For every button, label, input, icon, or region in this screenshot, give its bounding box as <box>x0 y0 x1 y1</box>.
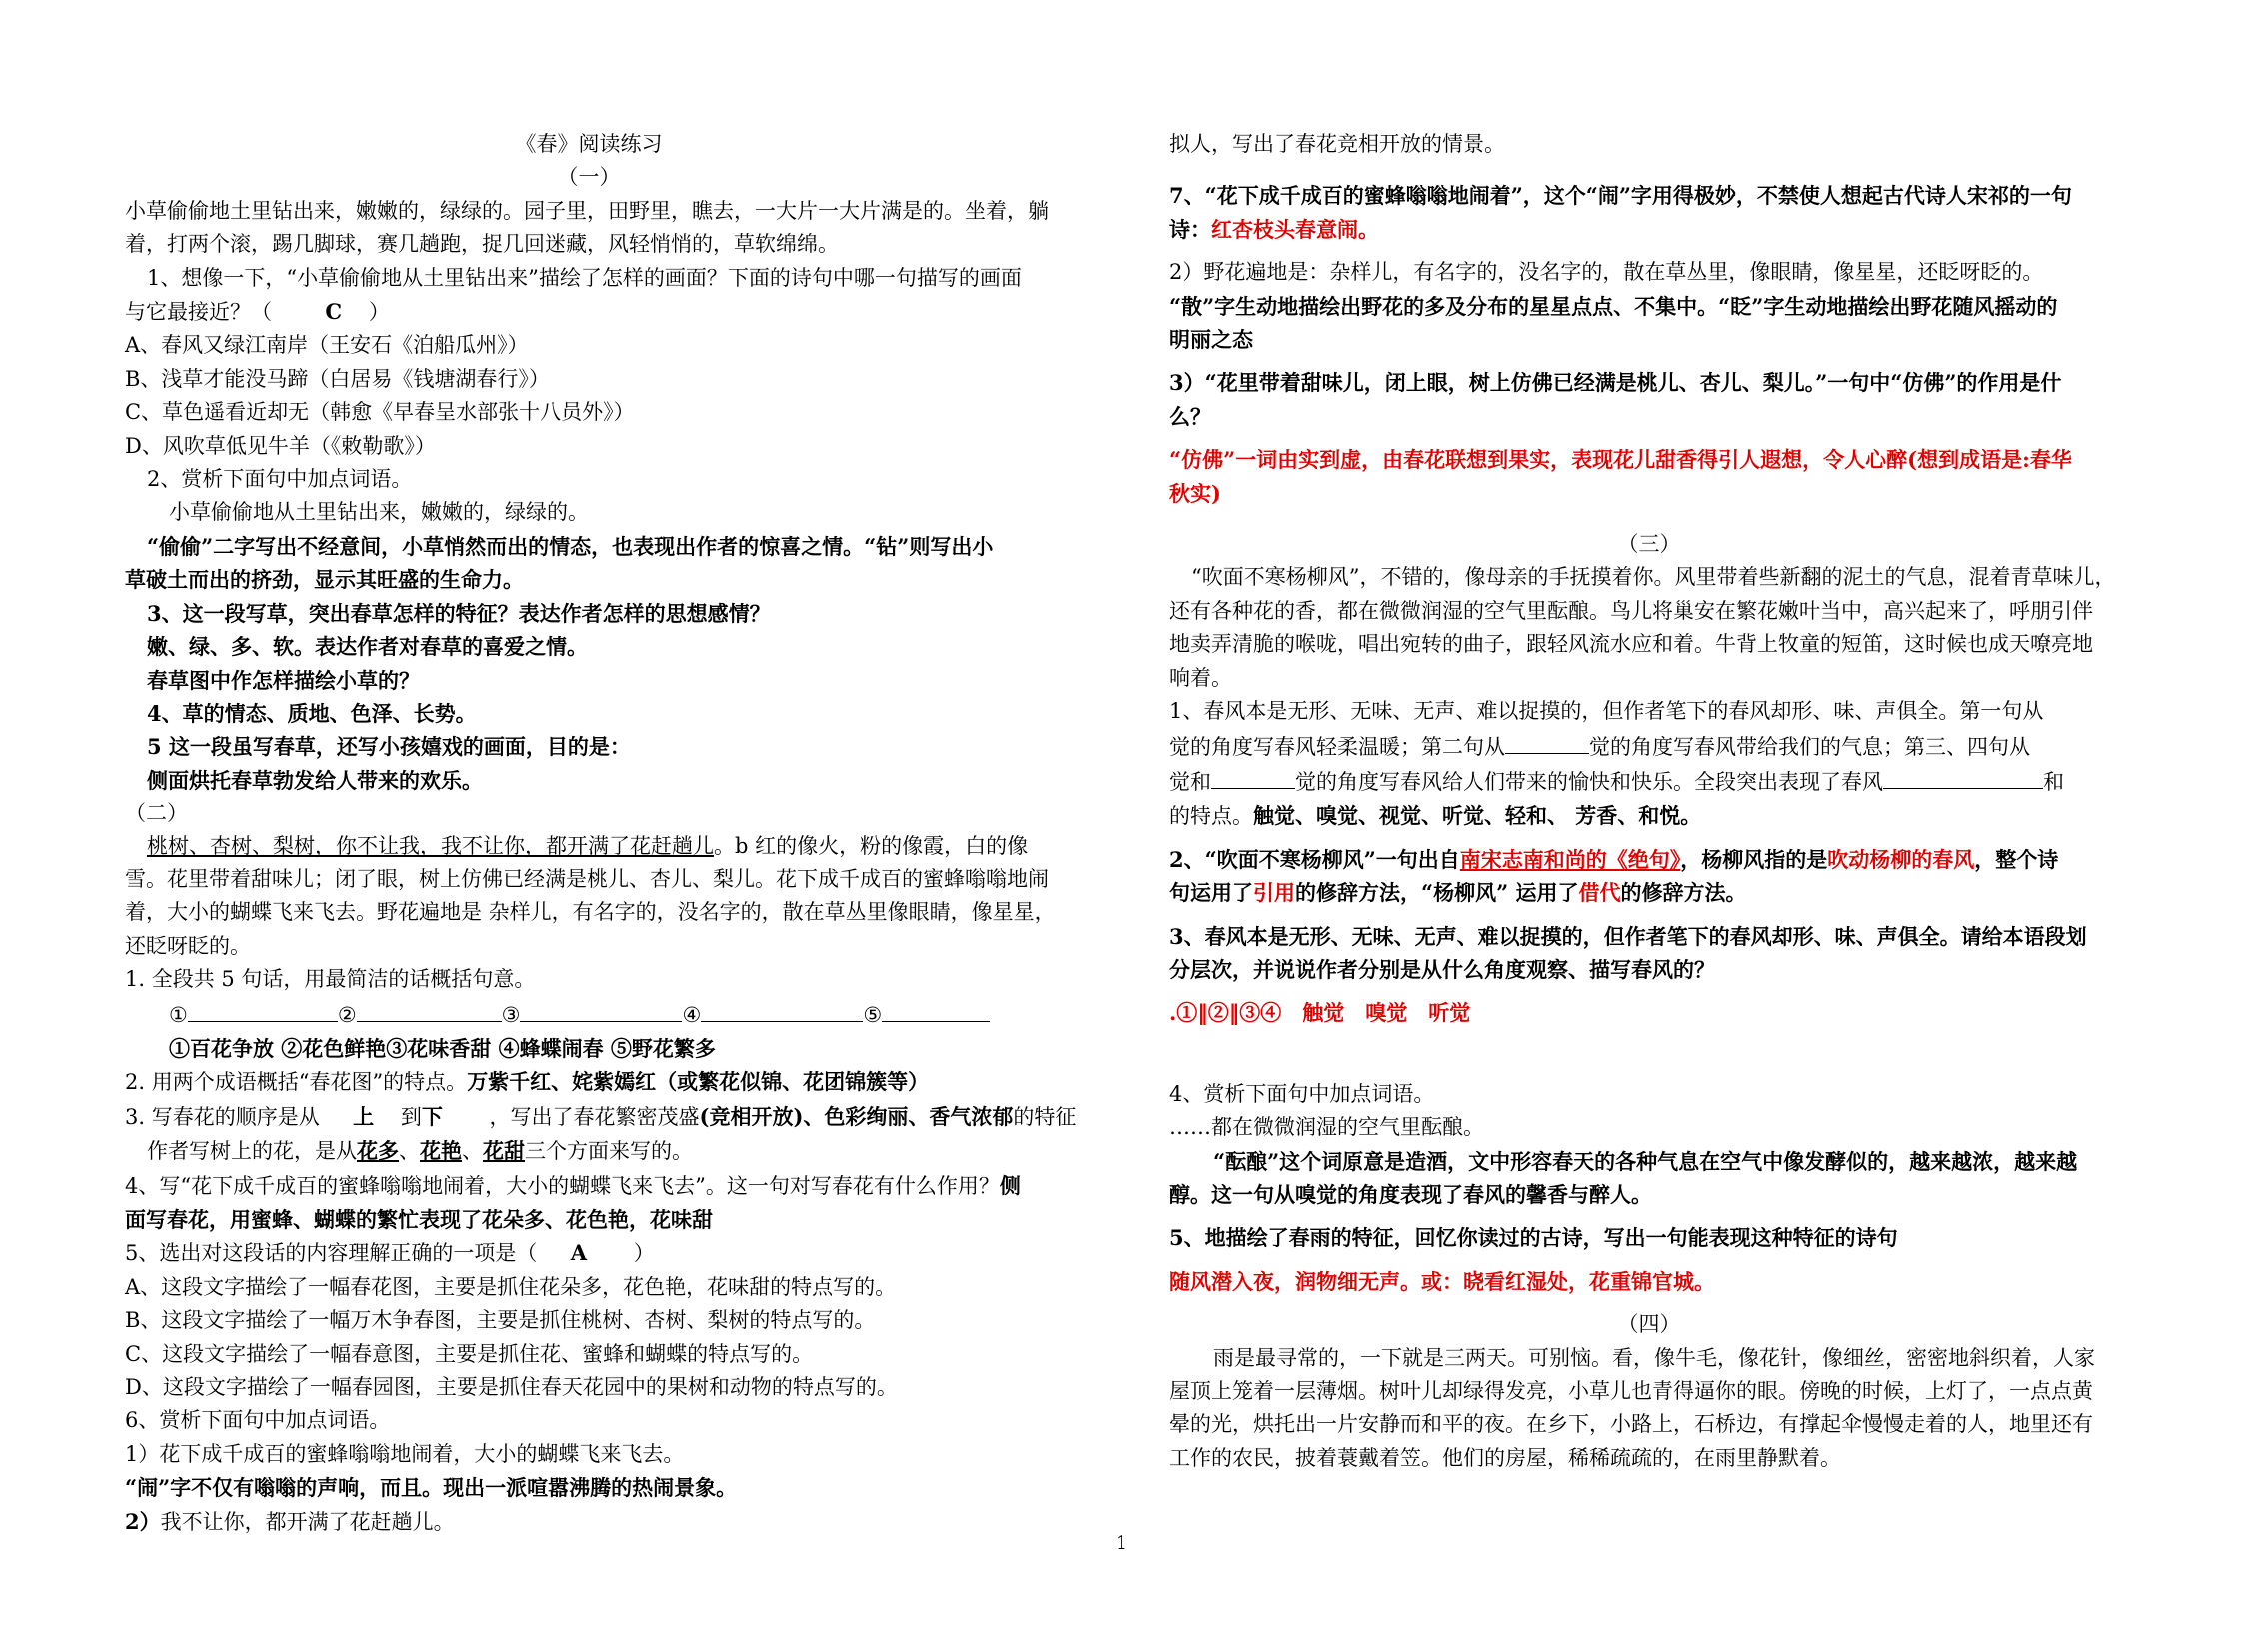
sec2-passage-line: 着，大小的蝴蝶飞来飞去。野花遍地是 杂样儿，有名字的，没名字的，散在草丛里像眼睛，像星星， <box>125 900 1056 925</box>
s3-q1-line4: 的特点。触觉、嗅觉、视觉、听觉、轻和、 芳香、和悦。 <box>1169 803 1702 828</box>
q1-text-cont: 与它最接近？（ C ） <box>125 299 390 325</box>
sec2-passage-line: 雪。花里带着甜味儿；闭了眼，树上仿佛已经满是桃儿、杏儿、梨儿。花下成千成百的蜜蜂嗡嗡地闹 <box>125 866 1049 891</box>
answer-blank[interactable] <box>701 997 863 1022</box>
s3-q3-answer: .①‖②‖③④ 触觉 嗅觉 听觉 <box>1169 1000 1471 1026</box>
section-2-heading: （二） <box>125 801 188 826</box>
section-3-heading: （三） <box>1617 532 1681 557</box>
s2-q4: 4、写“花下成千成百的蜜蜂嗡嗡地闹着，大小的蝴蝶飞来飞去”。这一句对写春花有什么作用？侧 <box>125 1172 1021 1198</box>
sec2-passage-line: 还眨呀眨的。 <box>125 933 251 958</box>
q1-answer: C <box>325 299 343 325</box>
s3-q5: 5、地描绘了春雨的特征，回忆你读过的古诗，写出一句能表现这种特征的诗句 <box>1169 1225 1898 1251</box>
s3-q1-answer: 触觉、嗅觉、视觉、听觉、轻和、 芳香、和悦。 <box>1253 803 1702 828</box>
answer-blank[interactable] <box>357 997 502 1022</box>
r-q3: 3）“花里带着甜味儿，闭上眼，树上仿佛已经满是桃儿、杏儿、梨儿。”一句中“仿佛”的作用是什 <box>1169 370 2062 396</box>
s2-q1-text: 1. 全段共 5 句话，用最简洁的话概括句意。 <box>125 967 536 992</box>
sec2-passage-line: 桃树、杏树、梨树，你不让我，我不让你，都开满了花赶趟儿。b 红的像火，粉的像霞，白的像 <box>147 833 1029 858</box>
r-q7: 7、“花下成千成百的蜜蜂嗡嗡地闹着”，这个“闹”字用得极妙，不禁使人想起古代诗人宋祁的一句 <box>1169 183 2072 209</box>
s3-q3-cont: 分层次，并说说作者分别是从什么角度观察、描写春风的？ <box>1169 956 1715 982</box>
section-1-heading: （一） <box>557 165 621 190</box>
s3-q1: 1、春风本是无形、无味、无声、难以捉摸的，但作者笔下的春风却形、味、声俱全。第一句从 <box>1169 699 2044 724</box>
s2-q5-answer: A <box>570 1240 588 1266</box>
s2-q6-1: 1）花下成千成百的蜜蜂嗡嗡地闹着，大小的蝴蝶飞来飞去。 <box>125 1441 685 1466</box>
q4-answer: 4、草的情态、质地、色泽、长势。 <box>147 700 477 726</box>
s2-q4-answer: 面写春花，用蜜蜂、蝴蝶的繁忙表现了花朵多、花色艳，花味甜 <box>125 1207 713 1232</box>
q3-text: 3、这一段写草，突出春草怎样的特征？表达作者怎样的思想感情？ <box>147 600 771 626</box>
answer-blank[interactable] <box>1883 764 2043 789</box>
q1-text: 1、想像一下，“小草偷偷地从土里钻出来”描绘了怎样的画面？下面的诗句中哪一句描写的画面 <box>147 265 1022 290</box>
sec3-passage-line: 还有各种花的香，都在微微润湿的空气里酝酿。鸟儿将巢安在繁花嫩叶当中，高兴起来了，呼朋引伴 <box>1169 598 2093 623</box>
s3-q5-answer: 随风潜入夜，润物细无声。或：晓看红湿处，花重锦官城。 <box>1169 1268 1715 1294</box>
sec3-passage-line: “吹面不寒杨柳风”，不错的，像母亲的手抚摸着你。风里带着些新翻的泥土的气息，混着青草味儿， <box>1191 565 2116 590</box>
answer-blank[interactable] <box>1505 729 1589 754</box>
s3-q4-answer-cont: 醇。这一句从嗅觉的角度表现了春风的馨香与醉人。 <box>1169 1181 1652 1207</box>
r-q2: 2）野花遍地是：杂样儿，有名字的，没名字的，散在草丛里，像眼睛，像星星，还眨呀眨的。 <box>1169 260 2044 285</box>
q5-text: 5 这一段虽写春草，还写小孩嬉戏的画面，目的是： <box>147 734 631 760</box>
r-q7-answer: 红杏枝头春意闹。 <box>1211 216 1379 242</box>
s2-q6-1-answer: “闹”字不仅有嗡嗡的声响，而且。现出一派喧嚣沸腾的热闹景象。 <box>125 1475 738 1501</box>
sec1-passage-line: 着，打两个滚，踢几脚球，赛几趟跑，捉几回迷藏，风轻悄悄的，草软绵绵。 <box>125 232 839 257</box>
q2-text: 2、赏析下面句中加点词语。 <box>147 467 413 492</box>
answer-blank[interactable] <box>1211 764 1295 789</box>
r-q2-answer-cont: 明丽之态 <box>1169 327 1253 353</box>
q5-answer: 侧面烘托春草勃发给人带来的欢乐。 <box>147 767 483 793</box>
r-q7-cont: 诗：红杏枝头春意闹。 <box>1169 216 1379 242</box>
q1-option-c: C、草色遥看近却无（韩愈《早春呈水部张十八员外》） <box>125 400 635 425</box>
s2-q5-option-b: B、这段文字描绘了一幅万木争春图，主要是抓住桃树、杏树、梨树的特点写的。 <box>125 1308 876 1333</box>
s2-q5-option-c: C、这段文字描绘了一幅春意图，主要是抓住花、蜜蜂和蝴蝶的特点写的。 <box>125 1341 814 1366</box>
q1-option-b: B、浅草才能没马蹄（白居易《钱塘湖春行》） <box>125 366 550 391</box>
s2-q6-2: 2）我不让你，都开满了花赶趟儿。 <box>125 1508 455 1534</box>
sec4-passage-line: 雨是最寻常的，一下就是三两天。可别恼。看，像牛毛，像花针，像细丝，密密地斜织着，人家 <box>1213 1345 2095 1370</box>
s3-q1-line2: 觉的角度写春风轻柔温暖；第二句从 觉的角度写春风带给我们的气息；第三、四句从 <box>1169 729 2129 764</box>
r-q3-cont: 么？ <box>1169 403 1211 429</box>
sec3-passage-line: 地卖弄清脆的喉咙，唱出宛转的曲子，跟轻风流水应和着。牛背上牧童的短笛，这时候也成天嘹亮地 <box>1169 632 2093 657</box>
s3-q1-line3: 觉和 觉的角度写春风给人们带来的愉快和快乐。全段突出表现了春风 和 <box>1169 764 2129 799</box>
r-q2-answer: “散”字生动地描绘出野花的多及分布的星星点点、不集中。“眨”字生动地描绘出野花随风摇动的 <box>1169 293 2058 319</box>
sec4-passage-line: 屋顶上笼着一层薄烟。树叶儿却绿得发亮，小草儿也青得逼你的眼。傍晚的时候，上灯了，一点点黄 <box>1169 1379 2093 1403</box>
q1-option-a: A、春风又绿江南岸（王安石《泊船瓜州》） <box>125 333 529 358</box>
doc-title: 《春》阅读练习 <box>515 132 663 156</box>
s2-q6: 6、赏析下面句中加点词语。 <box>125 1408 391 1433</box>
q3b-text: 春草图中作怎样描绘小草的？ <box>147 667 420 693</box>
sec3-passage-line: 响着。 <box>1169 665 1232 690</box>
left-column <box>125 128 1093 1539</box>
r-q3-answer-cont: 秋实) <box>1169 480 1221 506</box>
s2-q2: 2. 用两个成语概括“春花图”的特点。万紫千红、姹紫嫣红（或繁花似锦、花团锦簇等） <box>125 1069 930 1095</box>
answer-blank[interactable] <box>520 997 682 1022</box>
s2-q5-option-a: A、这段文字描绘了一幅春花图，主要是抓住花朵多，花色艳，花味甜的特点写的。 <box>125 1274 897 1299</box>
answer-blank[interactable] <box>882 997 990 1022</box>
s3-q4-sentence: ……都在微微润湿的空气里酝酿。 <box>1169 1115 1484 1140</box>
s3-q2-cont: 句运用了引用的修辞方法，“杨柳风” 运用了借代的修辞方法。 <box>1169 880 1747 906</box>
underlined-sentence: 桃树、杏树、梨树，你不让我，我不让你，都开满了花赶趟儿 <box>147 833 714 858</box>
s2-q3-cont: 作者写树上的花，是从花多、花艳、花甜三个方面来写的。 <box>147 1138 693 1164</box>
page-number: 1 <box>1116 1532 1128 1554</box>
s2-q5-option-d: D、这段文字描绘了一幅春园图，主要是抓住春天花园中的果树和动物的特点写的。 <box>125 1375 898 1400</box>
s2-q1-blanks: ① ② ③ ④ ⑤ <box>125 997 1093 1032</box>
s3-q4-answer: “酝酿”这个词原意是造酒，文中形容春天的各种气息在空气中像发酵似的，越来越浓，越来越 <box>1213 1148 2078 1174</box>
s3-q4: 4、赏析下面句中加点词语。 <box>1169 1081 1435 1106</box>
sec4-passage-line: 晕的光，烘托出一片安静而和平的夜。在乡下，小路上，石桥边，有撑起伞慢慢走着的人，地里还有 <box>1169 1412 2093 1437</box>
s2-q5: 5、选出对这段话的内容理解正确的一项是（ A ） <box>125 1240 655 1266</box>
q3-answer: 嫩、绿、多、软。表达作者对春草的喜爱之情。 <box>147 634 588 660</box>
right-column <box>1169 128 2129 1475</box>
s2-q1-answer: ①百花争放 ②花色鲜艳③花味香甜 ④蜂蝶闹春 ⑤野花繁多 <box>169 1035 716 1061</box>
r-q3-answer: “仿佛”一词由实到虚，由春花联想到果实，表现花儿甜香得引人遐想，令人心醉(想到成语是:春华 <box>1169 447 2072 473</box>
sec1-passage-line: 小草偷偷地土里钻出来，嫩嫩的，绿绿的。园子里，田野里，瞧去，一大片一大片满是的。坐着，躺 <box>125 198 1049 223</box>
s2-q3: 3. 写春花的顺序是从 上 到下 ，写出了春花繁密茂盛(竞相开放)、色彩绚丽、香气浓郁的特征 <box>125 1103 1077 1129</box>
r-line: 拟人，写出了春花竞相开放的情景。 <box>1169 132 1505 156</box>
s3-q2: 2、“吹面不寒杨柳风”一句出自南宋志南和尚的《绝句》，杨柳风指的是吹动杨柳的春风，整个诗 <box>1169 846 2059 872</box>
sec4-passage-line: 工作的农民，披着蓑戴着笠。他们的房屋，稀稀疏疏的，在雨里静默着。 <box>1169 1445 1841 1470</box>
s3-q3: 3、春风本是无形、无味、无声、难以捉摸的，但作者笔下的春风却形、味、声俱全。请给本语段划 <box>1169 923 2087 949</box>
s2-q2-answer: 万紫千红、姹紫嫣红（或繁花似锦、花团锦簇等） <box>467 1069 930 1095</box>
q1-option-d: D、风吹草低见牛羊（《敕勒歌》） <box>125 433 436 458</box>
q2-answer-cont: 草破土而出的挤劲，显示其旺盛的生命力。 <box>125 567 524 593</box>
answer-blank[interactable] <box>188 997 338 1022</box>
q2-answer: “偷偷”二字写出不经意间，小草悄然而出的情态，也表现出作者的惊喜之情。“钻”则写出小 <box>147 533 994 559</box>
section-4-heading: （四） <box>1617 1312 1681 1337</box>
q2-sentence: 小草偷偷地从土里钻出来，嫩嫩的，绿绿的。 <box>169 500 589 525</box>
